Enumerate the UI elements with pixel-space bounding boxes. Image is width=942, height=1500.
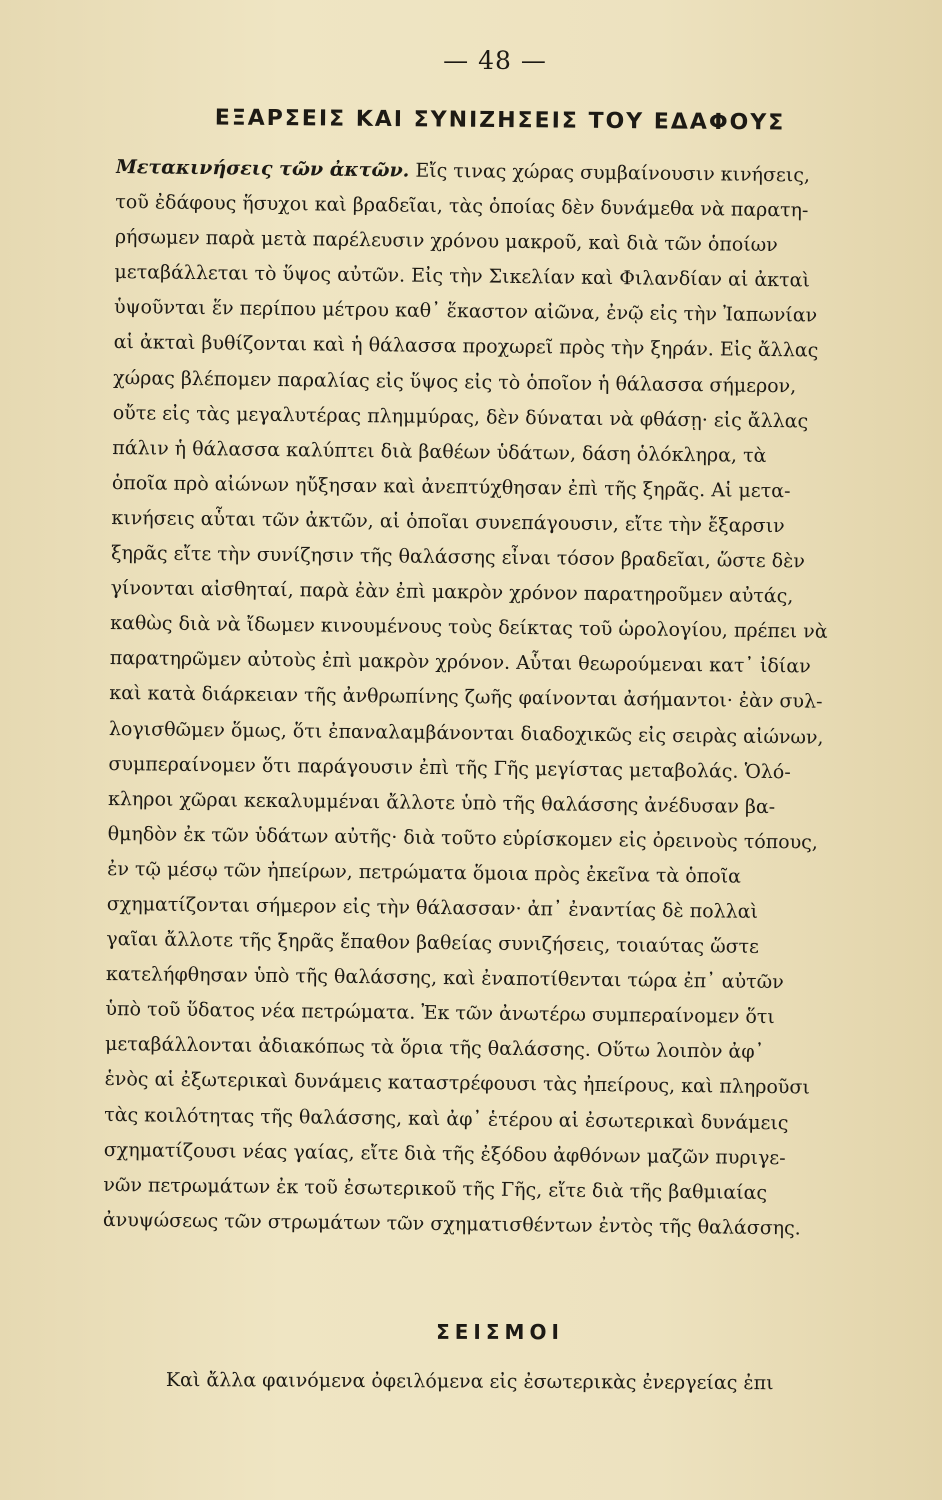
text-line: κινήσεις αὗται τῶν ἀκτῶν, αἱ ὁποῖαι συνεπάγουσιν, εἴτε τὴν ἔξαρσιν xyxy=(111,506,785,538)
first-line-text: Εἴς τινας χώρας συμβαίνουσιν κινήσεις, xyxy=(409,159,811,187)
section-title: ΣΕΙΣΜΟΙ xyxy=(436,1320,564,1344)
text-line: αἱ ἀκταὶ βυθίζονται καὶ ἡ θάλασσα προχωρεῖ πρὸς τὴν ξηράν. Εἰς ἄλλας xyxy=(113,331,819,363)
text-line: σχηματίζονται σήμερον εἰς τὴν θάλασσαν· ἀπ᾽ ἐναντίας δὲ πολλαὶ xyxy=(106,892,759,923)
text-line: ὑψοῦνται ἕν περίπου μέτρου καθ᾽ ἕκαστον αἰῶνα, ἐνῷ εἰς τὴν Ἰαπωνίαν xyxy=(113,296,818,327)
text-line: οὔτε εἰς τὰς μεγαλυτέρας πλημμύρας, δὲν δύναται νὰ φθάσῃ· εἰς ἄλλας xyxy=(112,401,809,433)
chapter-title: ΕΞΑΡΣΕΙΣ ΚΑΙ ΣΥΝΙΖΗΣΕΙΣ ΤΟΥ ΕΔΑΦΟΥΣ xyxy=(214,105,786,136)
paragraph-lead: Μετακινήσεις τῶν ἀκτῶν. xyxy=(115,155,410,182)
page-number: — 48 — xyxy=(443,46,547,75)
text-line: κατελήφθησαν ὑπὸ τῆς θαλάσσης, καὶ ἐναποτίθενται τώρα ἐπ᾽ αὐτῶν xyxy=(105,963,784,994)
text-line: ὑπὸ τοῦ ὕδατος νέα πετρώματα. Ἐκ τῶν ἀνωτέρω συμπεραίνομεν ὅτι xyxy=(105,998,775,1029)
text-line: νῶν πετρωμάτων ἐκ τοῦ ἐσωτερικοῦ τῆς Γῆς, εἴτε διὰ τῆς βαθμιαίας xyxy=(103,1173,768,1204)
text-line: ρήσωμεν παρὰ μετὰ παρέλευσιν χρόνου μακροῦ, καὶ διὰ τῶν ὁποίων xyxy=(114,226,778,257)
text-line: ἀνυψώσεως τῶν στρωμάτων τῶν σχηματισθέντων ἐντὸς τῆς θαλάσσης. xyxy=(102,1208,801,1240)
section-first-line: Καὶ ἄλλα φαινόμενα ὀφειλόμενα εἰς ἐσωτερικὰς ἐνεργείας ἐπι xyxy=(165,1368,774,1395)
text-line: γίνονται αἰσθηταί, παρὰ ἐὰν ἐπὶ μακρὸν χρόνον παρατηροῦμεν αὐτάς, xyxy=(110,577,794,608)
text-line: πάλιν ἡ θάλασσα καλύπτει διὰ βαθέων ὑδάτων, δάση ὁλόκληρα, τὰ xyxy=(112,436,767,467)
text-line: παρατηρῶμεν αὐτοὺς ἐπὶ μακρὸν χρόνον. Αὗται θεωρούμεναι κατ᾽ ἰδίαν xyxy=(109,647,811,678)
text-line: ἑνὸς αἱ ἐξωτερικαὶ δυνάμεις καταστρέφουσι τὰς ἠπείρους, καὶ πληροῦσι xyxy=(104,1068,810,1099)
text-line: ξηρᾶς εἴτε τὴν συνίζησιν τῆς θαλάσσης εἶναι τόσον βραδεῖαι, ὥστε δὲν xyxy=(110,542,806,573)
text-line: ὁποῖα πρὸ αἰώνων ηὔξησαν καὶ ἀνεπτύχθησαν ἐπὶ τῆς ξηρᾶς. Αἱ μετα- xyxy=(111,471,791,503)
text-line: χώρας βλέπομεν παραλίας εἰς ὕψος εἰς τὸ ὁποῖον ἡ θάλασσα σήμερον, xyxy=(113,366,797,397)
text-line: μεταβάλλονται ἀδιακόπως τὰ ὅρια τῆς θαλάσσης. Οὕτω λοιπὸν ἀφ᾽ xyxy=(104,1033,765,1064)
text-line: κληροι χῶραι κεκαλυμμέναι ἄλλοτε ὑπὸ τῆς θαλάσσης ἀνέδυσαν βα- xyxy=(107,787,776,818)
text-line: γαῖαι ἄλλοτε τῆς ξηρᾶς ἔπαθον βαθείας συνιζήσεις, τοιαύτας ὥστε xyxy=(106,928,760,958)
text-line: σχηματίζουσι νέας γαίας, εἴτε διὰ τῆς ἐξόδου ἀφθόνων μαζῶν πυριγε- xyxy=(103,1138,786,1169)
text-line: θμηδὸν ἐκ τῶν ὑδάτων αὐτῆς· διὰ τοῦτο εὑρίσκομεν εἰς ὀρεινοὺς τόπους, xyxy=(107,822,819,854)
text-line: συμπεραίνομεν ὅτι παράγουσιν ἐπὶ τῆς Γῆς μεγίστας μεταβολάς. Ὁλό- xyxy=(108,752,791,783)
text-line: καὶ κατὰ διάρκειαν τῆς ἀνθρωπίνης ζωῆς φαίνονται ἀσήμαντοι· ἐὰν συλ- xyxy=(109,682,823,714)
paragraph xyxy=(102,150,942,1318)
text-line: καθὼς διὰ νὰ ἴδωμεν κινουμένους τοὺς δείκτας τοῦ ὡρολογίου, πρέπει νὰ xyxy=(110,612,828,643)
text-line: τὰς κοιλότητας τῆς θαλάσσης, καὶ ἀφ᾽ ἑτέρου αἱ ἐσωτερικαὶ δυνάμεις xyxy=(104,1103,789,1134)
text-line: λογισθῶμεν ὅμως, ὅτι ἐπαναλαμβάνονται διαδοχικῶς εἰς σειρὰς αἰώνων, xyxy=(108,717,824,749)
text-line: τοῦ ἐδάφους ἥσυχοι καὶ βραδεῖαι, τὰς ὁποίας δὲν δυνάμεθα νὰ παρατη- xyxy=(115,191,809,222)
text-line: μεταβάλλεται τὸ ὕψος αὐτῶν. Εἰς τὴν Σικελίαν καὶ Φιλανδίαν αἱ ἀκταὶ xyxy=(114,261,811,292)
text-line: ἐν τῷ μέσῳ τῶν ἠπείρων, πετρώματα ὅμοια πρὸς ἐκεῖνα τὰ ὁποῖα xyxy=(107,857,742,888)
